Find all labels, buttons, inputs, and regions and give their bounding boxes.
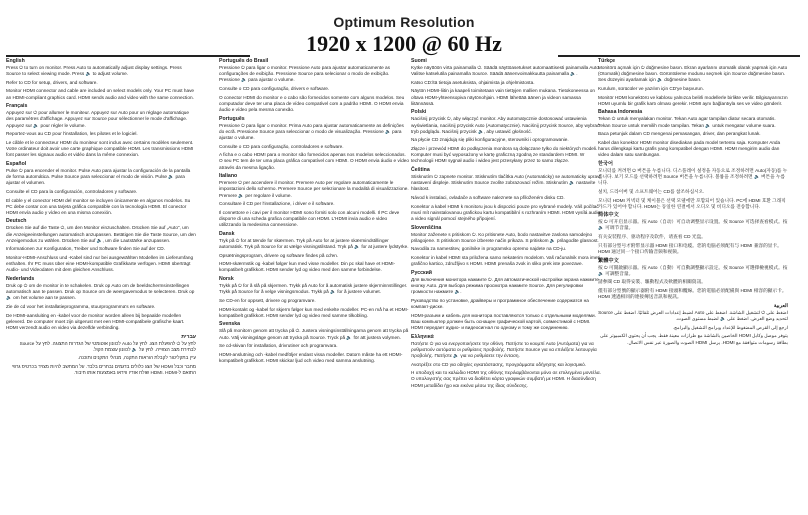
language-section xyxy=(6,276,196,331)
language-section xyxy=(6,334,196,377)
language-heading: Polski xyxy=(411,109,427,116)
language-heading: Français xyxy=(6,103,28,110)
instruction-paragraph: Refer to CD for setup, drivers, and software. xyxy=(6,79,98,85)
instruction-paragraph: Katso CD:ltä tietoja asetuksista, ohjaimista ja ohjelmistosta. xyxy=(411,79,535,85)
instruction-paragraph: מחבר וכבל HDMI של הצג כלולים בדגמים נבחרים בלבד. על המחשב להיות מצויד בכרטיס גרפי התואם ל-HDMI. HDMI שולח אודיו ווידאו באמצעות אותו חיבור. xyxy=(12,364,196,376)
language-section xyxy=(411,109,601,164)
instruction-paragraph: Navodila za namestitev, gonilnike in programsko opremo najdete na CD-ju. xyxy=(411,246,567,252)
instruction-paragraph: Zie de cd voor het installatieprogramma, stuurprogramma's en software. xyxy=(6,304,156,310)
instruction-paragraph: Pulse ⏻ para encender el monitor. Pulse Auto para ajustar la configuración de la pantalla de forma automática. Pulse Source para seleccionar el modo de visión. Pulse 🔈 para ajustar el volumen. xyxy=(6,167,191,186)
instruction-paragraph: HDMI-kontakt og -kabel for skjerm følger kun med enkelte modeller. PC-en må ha et HDMI-kompatibelt grafikkort. HDMI sender lyd og video med samme tilkobling. xyxy=(219,306,409,318)
language-heading: Português xyxy=(219,115,245,122)
language-section xyxy=(6,161,196,216)
instruction-paragraph: 按 ⏻ 可開啟顯示器。按 Auto（自動）可自動調整顯示設定。按 Source 可選擇檢視模式。按 🔈 可調整音量。 xyxy=(598,264,788,276)
language-heading: Nederlands xyxy=(6,276,35,283)
language-heading: Norsk xyxy=(219,276,234,283)
language-heading: עברית xyxy=(181,333,196,340)
instruction-paragraph: Reportez-vous au CD pour l'installation, les pilotes et le logiciel. xyxy=(6,131,138,137)
instruction-paragraph: Tryk på ⏻ for at tænde for skærmen. Tryk på Auto for at justere skærmindstillinger automatisk. Tryk på Source for at vælge visningstilstand. Tryk på 🔈 for at justere lydstyrke. xyxy=(219,237,409,249)
instruction-paragraph: 모니터 HDMI 커넥터 및 케이블은 선택 모델에만 포함되어 있습니다. PC에 HDMI 호환 그래픽 카드가 있어야 합니다. HDMI는 동일한 연결에서 오디오 및 비디오를 전송합니다. xyxy=(598,197,786,209)
instruction-paragraph: Näytön HDMI-liitin ja kaapeli toimitetaan vain tiettyjen mallien mukana. Tietokoneessa on oltava HDMI-yhteensopiva näytönohjain. HDMI lähettää äänen ja videon samassa liitännässä. xyxy=(411,88,595,106)
language-heading: Italiano xyxy=(219,173,238,180)
language-section xyxy=(6,103,196,158)
language-heading: 繁體中文 xyxy=(598,257,619,264)
language-section xyxy=(219,276,409,319)
language-section xyxy=(219,231,409,274)
language-section xyxy=(411,270,601,331)
instruction-paragraph: Naciśnij przycisk ⏻, aby włączyć monitor. Aby automatycznie dostosować ustawienia wyświetlania, naciśnij przycisk Auto (Automatycznie). Naciśnij przycisk Source, aby wybrać tryb podglądu. Naciśnij przycisk 🔈, aby ustawić głośność. xyxy=(411,116,600,134)
instruction-paragraph: Press ⏻ to turn on monitor. Press Auto to automatically adjust display settings. Press Source to select viewing mode. Press 🔈 to adjust volume. xyxy=(6,65,182,77)
instruction-paragraph: El cable y el conector HDMI del monitor se incluyen únicamente en algunos modelos. Su PC debe contar con una tarjeta gráfica compatible con la tecnología HDMI. El conector HDMI envía audio y vídeo en una misma conexión. xyxy=(6,197,191,215)
instruction-paragraph: Baca petunjuk dalam CD mengenai pemasangan, driver, dan perangkat lunak. xyxy=(598,131,761,137)
instruction-paragraph: HDMI-skærmstik og -kabel følger kun med visse modeller. Din pc skal have et HDMI-kompatibelt grafikkort. HDMI sender lyd og video med den samme forbindelse. xyxy=(219,261,396,273)
language-heading: 简体中文 xyxy=(598,212,619,219)
instruction-paragraph: Consulte o CD para configuração, drivers e software. xyxy=(219,85,330,91)
instruction-paragraph: Návod k instalaci, ovladače a software naleznete na přiloženém disku CD. xyxy=(411,195,565,200)
language-section xyxy=(411,334,601,389)
instruction-paragraph: עיין בתקליטור לקבלת הוראות התקנה, מנהלי התקנים ותוכנה. xyxy=(77,355,196,361)
instruction-paragraph: Consulte el CD para la configuración, controladores y software. xyxy=(6,188,138,194)
instruction-paragraph: Pressione ⏻ para ligar o monitor. Pressione Auto para ajustar automaticamente as configurações de exibição. Pressione Source para selecionar o modo de exibição. Pressione 🔈 para ajustar o volume. xyxy=(219,65,390,83)
language-section xyxy=(6,218,196,273)
instruction-paragraph: Kytke näyttöön virta painamalla ⏻. Säädä näyttöasetukset automaattisesti painamalla Auto. Valitse katselutila painamalla Source. Säädä äänenvoimakkuutta painamalla 🔈. xyxy=(411,65,601,77)
instruction-paragraph: Kabel dan konektor HDMI monitor disediakan pada model tertentu saja. Komputer Anda harus dilengkapi kartu grafis yang kompatibel dengan HDMI. HDMI mengirim audio dan video dalam satu sambungan. xyxy=(598,139,781,158)
instruction-paragraph: 有关安装程序、驱动程序及软件，请查看 CD 光盘。 xyxy=(598,234,706,240)
instruction-paragraph: يتوفر موصل وكابل HDMI الخاصين بالشاشة مع طرازات معينة فقط. يجب أن يحتوي الكمبيوتر على بطاقة رسومات متوافقة مع HDMI. يرسل HDMI الصوت والصورة عبر نفس الاتصال. xyxy=(600,333,788,345)
instruction-paragraph: Tekan ⏻ untuk menyalakan monitor. Tekan Auto agar tampilan diatur secara otomatis. Tekan Source untuk memilih mode tampilan. Tekan 🔈 untuk mengatur volume suara. xyxy=(598,116,776,128)
language-section xyxy=(219,116,409,171)
instruction-paragraph: Druk op ⏻ om de monitor in te schakelen. Druk op Auto om de beeldschermsinstellingen automatisch aan te passen. Druk op Source om de weergavemodus te selecteren. Druk op 🔈 om het volume aan te passen. xyxy=(6,283,195,301)
language-heading: Português do Brasil xyxy=(219,58,269,64)
language-heading: Ελληνικά xyxy=(411,333,434,340)
instruction-paragraph: A ficha e o cabo HDMI para o monitor são fornecidos apenas nos modelos seleccionados. O seu PC tem de ter uma placa gráfica compatível com HDMI. O HDMI envia áudio e vídeo através da mesma ligação. xyxy=(219,152,409,170)
language-section xyxy=(598,58,788,107)
instruction-paragraph: 請參閱 CD 取得安裝、驅動程式及軟體的相關資訊。 xyxy=(598,279,706,285)
language-heading: Svenska xyxy=(219,321,241,328)
instruction-paragraph: اضغط على ⏻ لتشغيل الشاشة. اضغط على Auto لضبط إعدادات العرض تلقائيًا. اضغط على Source لتحديد وضع العرض. اضغط على 🔈 لضبط مستوى الصوت. xyxy=(598,309,788,322)
language-section xyxy=(219,173,409,228)
language-heading: Čeština xyxy=(411,167,430,174)
text-column-1 xyxy=(6,58,196,508)
instruction-paragraph: O conector HDMI do monitor e o cabo são fornecidos somente com alguns modelos. Seu computador deve ter uma placa de vídeo compatível com a padrão HDMI. O HDMI envia áudio e vídeo pela mesma conexão. xyxy=(219,94,405,112)
instruction-paragraph: Appuyez sur ⏻ pour allumer le moniteur. Appuyez sur Auto pour un réglage automatique des paramètres d'affichage. Appuyez sur Source pour sélectionner le mode d'affichage. Appuyez sur 🔈 pour régler le volume. xyxy=(6,110,189,128)
instruction-paragraph: ارجع إلى القرص المضغوط للإعداد وبرامج التشغيل والبرامج. xyxy=(672,324,788,330)
instruction-paragraph: Slå på monitorn genom att trycka på ⏻. Justera visningsinställningarna genom att trycka på Auto. Välj visningsläge genom att trycka på Source. Tryck på 🔈 för att justera volymen. xyxy=(219,328,409,340)
language-section xyxy=(219,321,409,364)
language-heading: Deutsch xyxy=(6,218,27,225)
instruction-paragraph: 모니터를 켜려면 ⏻ 버튼을 누릅니다. 디스플레이 설정을 자동으로 조정하려면 Auto(자동)를 누릅니다. 보기 모드를 선택하려면 Source 버튼을 누릅니다. 볼륨을 조정하려면 🔈 버튼을 누릅니다. xyxy=(598,167,788,186)
instruction-paragraph: 설치, 드라이버 및 소프트웨어는 CD를 참조하십시오. xyxy=(598,188,705,194)
instruction-paragraph: 僅有部分型號的顯示器附有 HDMI 接頭和纜線。您的電腦必須配備與 HDMI 相容的顯示卡。HDMI 透過相同的連接傳送音訊和視訊。 xyxy=(598,288,787,300)
instruction-paragraph: Consultare il CD per l'installazione, i driver e il software. xyxy=(219,201,335,207)
instruction-paragraph: Trykk på ⏻ for å slå på skjermen. Trykk på Auto for å automatisk justere skjerminnstillinger. Trykk på Source for å velge visningsmodus. Trykk på 🔈 for å justere volumet. xyxy=(219,283,408,295)
instruction-paragraph: Monitörü açmak için ⏻ düğmesine basın. Ekran ayarlarını otomatik olarak yapmak için Auto (Otomatik) düğmesine basın. Görüntüleme modunu seçmek için Source düğmesine basın. Ses düzeyini ayarlamak için 🔈 düğmesine basın. xyxy=(598,65,788,83)
instruction-paragraph: Monitor zaženete s pritiskom ⏻. Ko pritisnete Auto, bodo nastavitve zaslona samodejno prilagojene. S pritiskom Source izberete način prikaza. S pritiskom 🔈 prilagodite glasnost. xyxy=(411,231,599,243)
instruction-paragraph: Se cd-skivan för installation, drivrutiner och programvara. xyxy=(219,343,338,349)
instruction-paragraph: Monitor HDMI connector and cable are included on select models only. Your PC must have an HDMI-compliant graphics card. HDMI sends audio and video with the same connection. xyxy=(6,88,195,100)
title-rule-right xyxy=(558,55,800,57)
page-title: Optimum Resolution xyxy=(333,14,475,30)
language-section xyxy=(411,225,601,268)
text-column-4 xyxy=(598,58,788,508)
instruction-paragraph: Для включения монитора нажмите ⏻. Для автоматической настройки экрана нажмите кнопку Auto. Для выбора режима просмотра нажмите Source. Для регулировки громкости нажмите 🔈. xyxy=(411,276,599,295)
instruction-paragraph: Stisknutím ⏻ zapnete monitor. Stisknutím tlačítka Auto (Automaticky) se automaticky upraví nastavení displeje. Stisknutím Source zvolíte zobrazovací režim. Stisknutím 🔈 nastavíte hlasitost. xyxy=(411,174,601,192)
text-column-2 xyxy=(219,58,409,508)
language-heading: Dansk xyxy=(219,230,235,237)
language-heading: Suomi xyxy=(411,58,427,64)
language-heading: Русский xyxy=(411,269,432,276)
instruction-paragraph: Konektor a kabel HDMI k monitoru jsou k dispozici pouze pro vybrané modely. Váš počítač musí mít nainstalovanou grafickou kartu kompatibilní s rozhraním HDMI. HDMI vysílá audio a video signál pomocí stejného připojení. xyxy=(411,203,601,221)
instruction-paragraph: Le câble et le connecteur HDMI du moniteur sont inclus avec certains modèles seulement. Votre ordinateur doit avoir une carte graphique compatible HDMI. Les transmissions HDMI font passer les signaux audio et vidéo dans la même connexion. xyxy=(6,139,194,158)
instruction-paragraph: Kurulum, sürücüler ve yazılım için CD'ye başvurun. xyxy=(598,85,704,91)
instruction-paragraph: Πατήστε ⏻ για να ενεργοποιήσετε την οθόνη. Πατήστε το κουμπί Auto (Αυτόματα) για να ρυθμιστούν αυτόματα οι ρυθμίσεις προβολής. Πατήστε Source για να επιλέξετε λειτουργία προβολής. Πατήστε 🔈 για να ρυθμίσετε την ένταση. xyxy=(411,340,597,358)
language-section xyxy=(411,58,601,107)
language-heading: Slovenščina xyxy=(411,224,442,231)
language-heading: Türkçe xyxy=(598,58,616,64)
instruction-paragraph: Consulte o CD para configuração, controladores e software. xyxy=(219,143,344,149)
instruction-paragraph: Informationen zur Konfiguration, Treiber und Software finden Sie auf der CD. xyxy=(6,246,165,252)
title-rule-left xyxy=(6,55,250,57)
language-section xyxy=(598,258,788,301)
language-heading: English xyxy=(6,58,25,64)
instruction-paragraph: Na płycie CD znajdują się pliki konfiguracyjne, sterowniki i oprogramowanie. xyxy=(411,137,569,143)
language-section xyxy=(411,167,601,222)
instruction-paragraph: Złącze i przewód HDMI do podłączenia monitora są dołączane tylko do niektórych modeli. Komputer musi być wyposażony w kartę graficzną zgodną ze standardem HDMI. W technologii HDMI sygnał audio i wideo jest przesyłany przez to samo złącze. xyxy=(411,146,598,164)
instruction-paragraph: Konektor in kabel HDMI sta priložena samo nekaterim modelom. Vaš računalnik mora imeti grafično kartico, združljivo s HDMI. HDMI prenaša zvok in sliko prek iste povezave. xyxy=(411,255,600,267)
instruction-paragraph: Opsætningsprogram, drivere og software findes på cd'en. xyxy=(219,252,339,258)
instruction-paragraph: HDMI-anslutning och -kabel medföljer endast vissa modeller. Datorn måste ha ett HDMI-kompatibelt grafikkort. HDMI skickar ljud och video med samma anslutning. xyxy=(219,351,403,363)
language-heading: Español xyxy=(6,160,27,167)
instruction-paragraph: Η υποδοχή και το καλώδιο HDMI της οθόνης περιλαμβάνονται μόνο σε επιλεγμένα μοντέλα. Ο υπολογιστής σας πρέπει να διαθέτει κάρτα γραφικών συμβατή με HDMI. Η διασύνδεση HDMI μεταδίδει ήχο και εικόνα μέσω της ίδιας σύνδεσης. xyxy=(411,370,601,388)
instruction-paragraph: לחץ על ⏻ להפעלת הצג. לחץ על Auto לכוונון אוטומטי של הגדרות התצוגה. לחץ על Source לבחירת מצב הצפייה. לחץ על 🔈 לכוונון עוצמת הקול. xyxy=(19,340,196,352)
instruction-paragraph: Se CD-en for oppsett, drivere og programvare. xyxy=(219,297,316,303)
language-heading: 한국어 xyxy=(598,160,614,167)
instruction-paragraph: Drücken Sie auf die Taste ⏻, um den Monitor einzuschalten. Drücken Sie auf „Auto“, um die Anzeigeeinstellungen automatisch anzupassen. Betätigen Sie die Taste Source, um den Anzeigemodus zu wählen. Drücken Sie auf 🔈, um die Lautstärke anzupassen. xyxy=(6,225,196,243)
instruction-paragraph: HDMI-разъем и кабель для монитора поставляются только с отдельными моделями. Ваш компьютер должен быть оснащен графической картой, совместимой с HDMI. HDMI передает аудио- и видеосигнал по одному и тому же соединению. xyxy=(411,312,596,330)
instruction-paragraph: Pressione ⏻ para ligar o monitor. Prima Auto para ajustar automaticamente as definições do ecrã. Pressione Source para seleccionar o modo de visualização. Pressione 🔈 para ajustar o volume. xyxy=(219,122,404,140)
language-section xyxy=(598,212,788,255)
resolution-heading: 1920 x 1200 @ 60 Hz xyxy=(306,31,502,56)
language-section xyxy=(598,109,788,158)
instruction-paragraph: 只有部分型号才附带显示器 HDMI 接口和电缆。您的电脑必须配有与 HDMI 兼容的显卡。HDMI 通过同一个接口传输音频和视频。 xyxy=(598,242,782,254)
instruction-paragraph: 按 ⏻ 可开启显示器。按 Auto（自动）可自动调整显示设置。按 Source 可选择查看模式。按 🔈 可调节音量。 xyxy=(598,219,788,231)
instruction-paragraph: Ανατρέξτε στο CD για οδηγίες εγκατάστασης, προγράμματα οδήγησης και λογισμικό. xyxy=(411,361,587,367)
language-heading: Bahasa Indonesia xyxy=(598,109,643,116)
language-section xyxy=(6,58,196,101)
instruction-paragraph: Il connettore e i cavi per il monitor HDMI sono forniti solo con alcuni modelli. Il PC deve disporre di una scheda grafica compatibile con HDMI. L'HDMI invia audio e video utilizzando la medesima connessione. xyxy=(219,209,400,228)
language-section xyxy=(598,303,788,346)
instruction-paragraph: Premere ⏻ per accendere il monitor. Premere Auto per regolare automaticamente le impostazioni dello schermo. Premere Source per selezionare la modalità di visualizzazione. Premere 🔈 per regolare il volume. xyxy=(219,180,409,198)
instruction-paragraph: Руководство по установке, драйверы и программное обеспечение содержатся на компакт-диске. xyxy=(411,297,589,310)
language-section xyxy=(598,161,788,210)
text-column-3 xyxy=(411,58,601,508)
language-section xyxy=(219,58,409,113)
instruction-paragraph: Monitör HDMI konektörü ve kablosu yalnızca belirli modellerle birlikte verilir. Bilgisayarınızın HDMI uyumlu bir grafik kartı olması gerekir. HDMI aynı bağlantıyla ses ve video gönderir. xyxy=(598,94,788,106)
language-heading: العربية xyxy=(773,302,788,309)
instruction-paragraph: Monitor-HDMI-Anschluss und -Kabel sind nur bei ausgewählten Modellen im Lieferumfang enthalten. Ihr PC muss über eine HDMI-kompatible Grafikkarte verfügen. HDMI überträgt Audio- und Videodaten mit dem gleichen Anschluss. xyxy=(6,255,194,273)
instruction-paragraph: De HDMI-aansluiting en -kabel voor de monitor worden alleen bij bepaalde modellen geleverd. De computer moet zijn uitgerust met een HDMI-compatibele grafische kaart. HDMI verzendt audio en video via dezelfde verbinding. xyxy=(6,312,185,330)
